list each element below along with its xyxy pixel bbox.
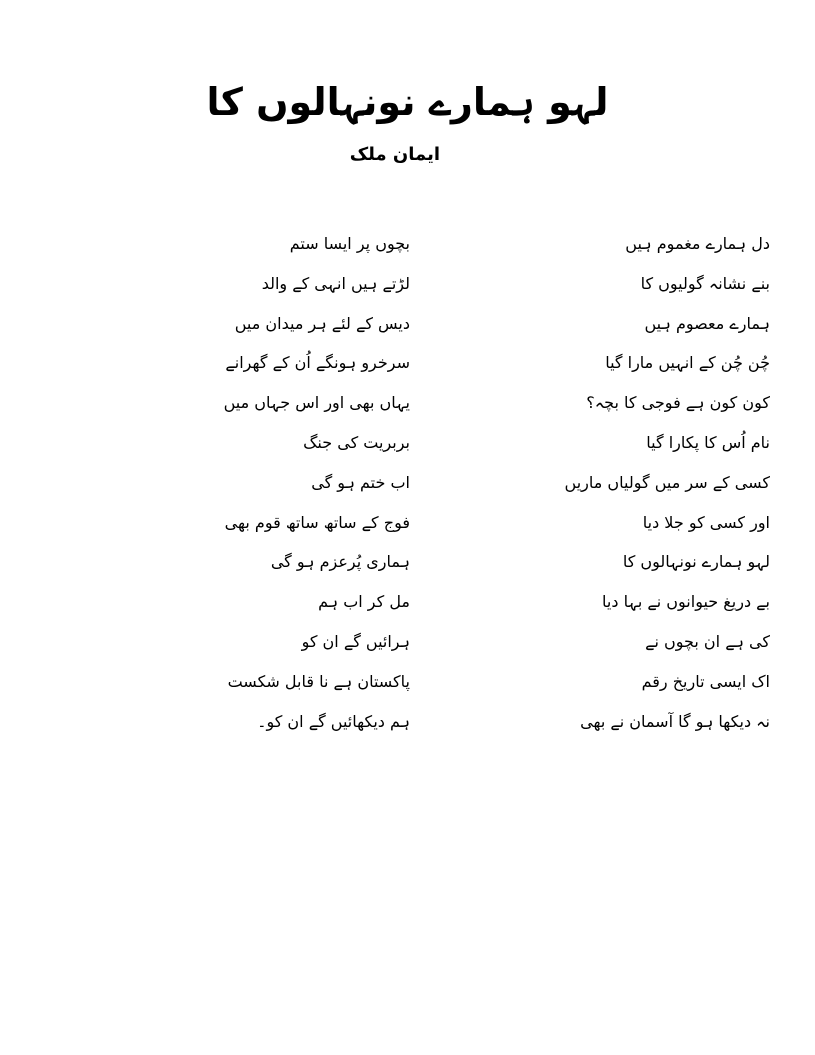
poem-line: ہماری پُرعزم ہو گی — [270, 552, 410, 572]
poem-line: کسی کے سر میں گولیاں ماریں — [564, 472, 770, 492]
poem-left-column — [220, 226, 410, 743]
poem-line: بنے نشانہ گولیوں کا — [640, 273, 770, 293]
poem-line: لہو ہمارے نونہالوں کا — [622, 552, 770, 572]
poem-line: دل ہمارے مغموم ہیں — [625, 234, 770, 253]
poem-line: بے دریغ حیوانوں نے بہا دیا — [602, 592, 770, 612]
poem-line: دیس کے لئے ہر میدان میں — [234, 313, 410, 333]
poem-line: ہمارے معصوم ہیں — [644, 313, 770, 333]
poem-line: چُن چُن کے انہیں مارا گیا — [605, 353, 770, 373]
poem-right-column — [560, 226, 770, 743]
poem-line: بچوں پر ایسا ستم — [289, 234, 410, 253]
poem-line: اب ختم ہو گی — [311, 472, 410, 492]
poem-line: فوج کے ساتھ ساتھ قوم بھی — [224, 512, 410, 532]
poem-line: سرخرو ہونگے اُن کے گھرانے — [225, 353, 410, 373]
poem-line: ہم دیکھائیں گے ان کو۔ — [257, 711, 410, 731]
poem-line: نام اُس کا پکارا گیا — [646, 432, 770, 452]
poem-title: لہو ہمارے نونہالوں کا — [206, 80, 609, 124]
poem-author: ایمان ملک — [349, 144, 440, 165]
poem-line: کون کون ہے فوجی کا بچہ؟ — [586, 393, 770, 413]
poem-line: کی ہے ان بچوں نے — [645, 631, 770, 651]
poem-line: اور کسی کو جلا دیا — [642, 512, 770, 532]
poem-line: ہرائیں گے ان کو — [301, 631, 410, 651]
poem-line: پاکستان ہے نا قابل شکست — [227, 671, 410, 691]
poem-line: اک ایسی تاریخ رقم — [641, 671, 770, 691]
poem-line: بربریت کی جنگ — [303, 432, 410, 452]
poem-line: مل کر اب ہم — [318, 592, 410, 612]
poem-line: لڑتے ہیں انہی کے والد — [261, 273, 410, 293]
poem-line: یہاں بھی اور اس جہاں میں — [223, 393, 410, 413]
poem-line: نہ دیکھا ہو گا آسمان نے بھی — [580, 711, 770, 731]
